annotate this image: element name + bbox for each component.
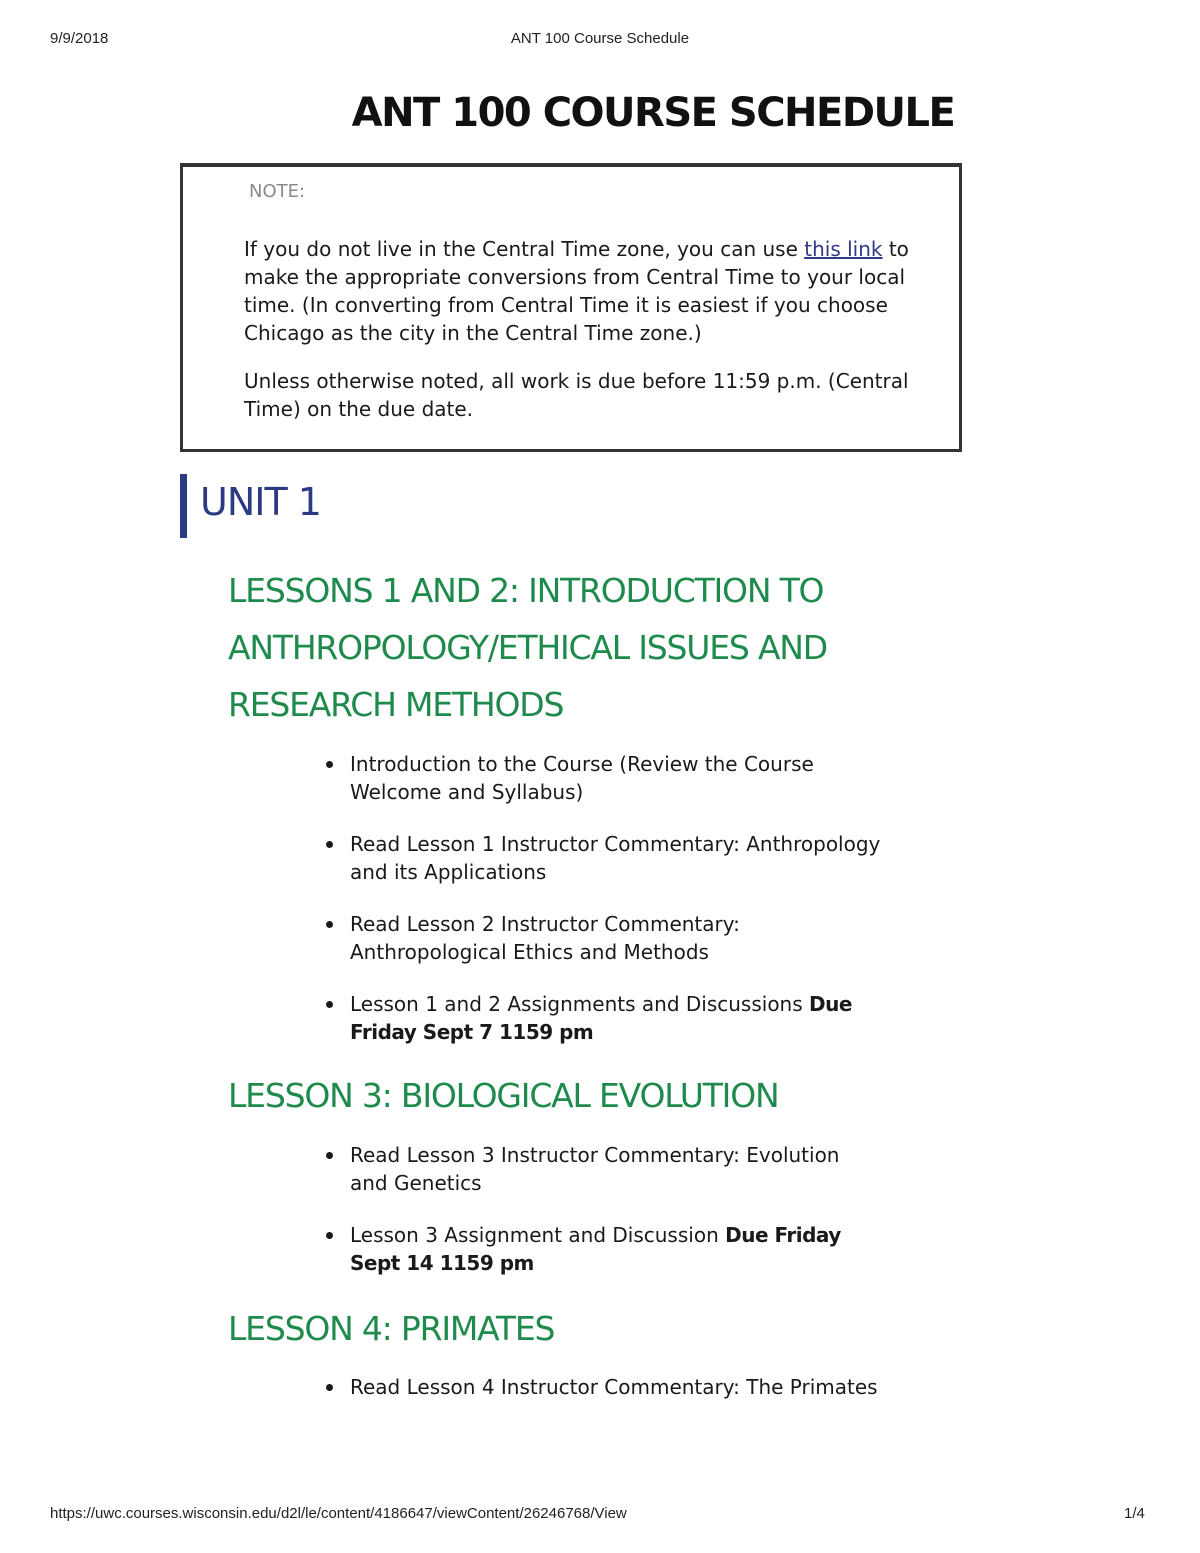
note-text-start: If you do not live in the Central Time zone, you can use [244, 237, 805, 261]
note-text-end: to make the appropriate conversions from Central Time to your local time. (In converting from Central Time it is easiest if you choose Chicago as the city in the Central Time zone.) [244, 237, 909, 345]
lesson-heading: LESSON 3: BIOLOGICAL EVOLUTION [228, 1076, 779, 1115]
lesson-heading: LESSONS 1 AND 2: INTRODUCTION TO ANTHROPOLOGY/ETHICAL ISSUES AND RESEARCH METHODS [228, 571, 827, 724]
lesson-item-list [322, 750, 882, 1070]
bullet-icon [326, 761, 333, 768]
list-item [322, 990, 882, 1046]
bullet-icon [326, 1384, 333, 1391]
note-timezone-text [244, 235, 954, 347]
note-label: NOTE: [249, 181, 306, 202]
print-document-title: ANT 100 Course Schedule [510, 30, 690, 47]
list-item [322, 750, 882, 806]
lesson-item-list [322, 1141, 882, 1301]
due-date: Due Friday Sept 7 1159 pm [350, 992, 852, 1044]
list-item [322, 1221, 882, 1277]
lesson-item-list [322, 1373, 882, 1425]
print-header [0, 30, 1200, 50]
note-box [180, 163, 962, 452]
print-date: 9/9/2018 [50, 30, 109, 47]
note-due-time-text: Unless otherwise noted, all work is due before 11:59 p.m. (Central Time) on the due date. [244, 369, 909, 421]
lesson-heading: LESSON 4: PRIMATES [228, 1309, 555, 1348]
list-item [322, 910, 882, 966]
list-item-text: Read Lesson 2 Instructor Commentary: Anthropological Ethics and Methods [350, 912, 740, 964]
list-item-text: Read Lesson 3 Instructor Commentary: Evolution and Genetics [350, 1143, 840, 1195]
list-item [322, 1373, 882, 1401]
list-item-text: Introduction to the Course (Review the Course Welcome and Syllabus) [350, 752, 814, 804]
list-item-text: Lesson 1 and 2 Assignments and Discussions [350, 992, 810, 1016]
print-footer [0, 1505, 1200, 1525]
bullet-icon [326, 841, 333, 848]
bullet-icon [326, 1152, 333, 1159]
unit-accent-bar [180, 474, 187, 538]
bullet-icon [326, 1001, 333, 1008]
page-number: 1/4 [1124, 1505, 1145, 1522]
list-item [322, 830, 882, 886]
unit-title: UNIT 1 [200, 480, 321, 524]
due-date: Due Friday Sept 14 1159 pm [350, 1223, 841, 1275]
page-title: ANT 100 COURSE SCHEDULE [351, 90, 955, 136]
list-item [322, 1141, 882, 1197]
bullet-icon [326, 921, 333, 928]
list-item-text: Lesson 3 Assignment and Discussion [350, 1223, 726, 1247]
timezone-conversion-link[interactable]: this link [804, 237, 883, 261]
list-item-text: Read Lesson 1 Instructor Commentary: Anthropology and its Applications [350, 832, 881, 884]
list-item-text: Read Lesson 4 Instructor Commentary: The Primates [350, 1375, 878, 1399]
print-url: https://uwc.courses.wisconsin.edu/d2l/le/content/4186647/viewContent/26246768/View [50, 1505, 627, 1522]
bullet-icon [326, 1232, 333, 1239]
